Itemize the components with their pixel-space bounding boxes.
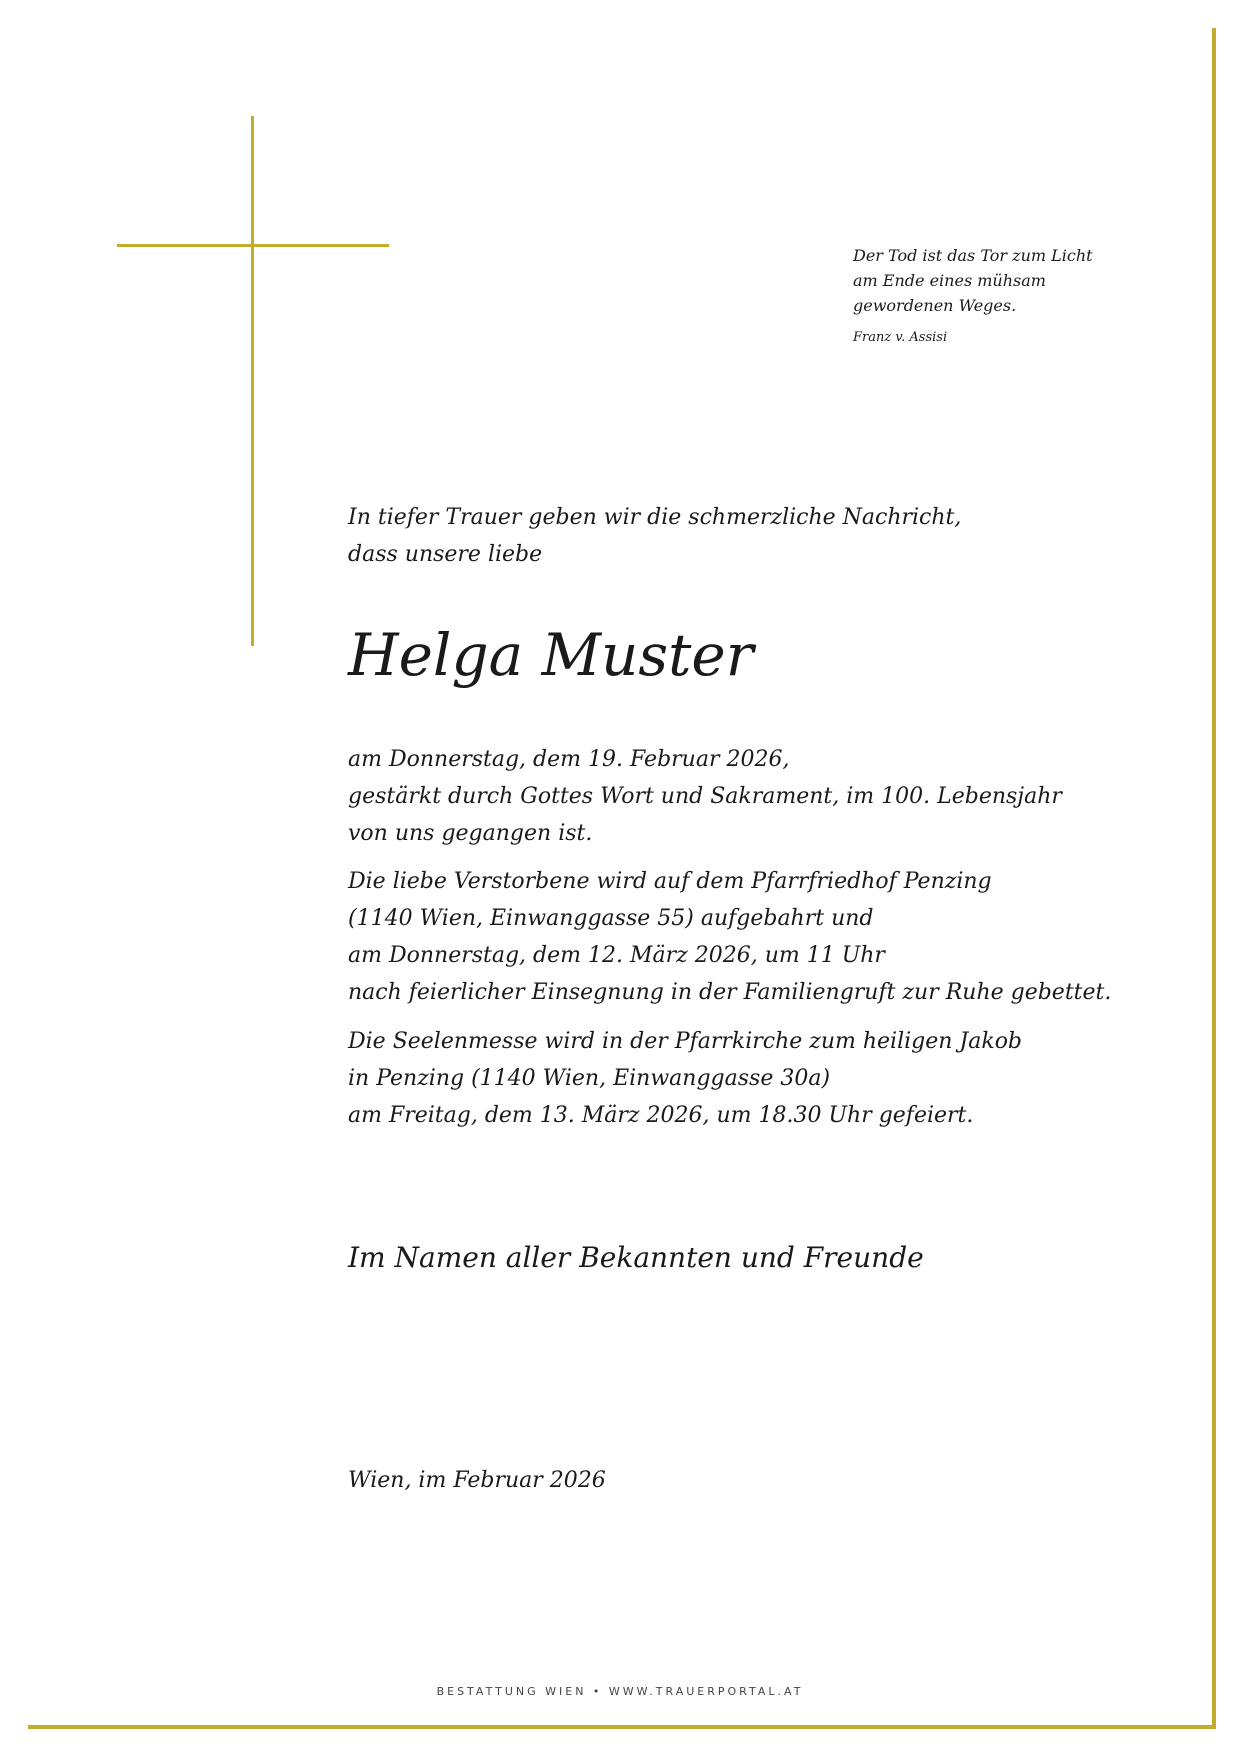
intro-line: dass unsere liebe (348, 542, 543, 567)
paragraph-line: nach feierlicher Einsegnung in der Familiengruft zur Ruhe gebettet. (348, 980, 1112, 1005)
mass-paragraph (348, 1023, 1022, 1134)
quote-line: am Ende eines mühsam (853, 271, 1046, 290)
cross-vertical-beam (251, 116, 254, 646)
page-border-right (1212, 28, 1216, 1729)
funeral-paragraph (348, 863, 1111, 1011)
paragraph-line: in Penzing (1140 Wien, Einwanggasse 30a) (348, 1066, 831, 1091)
place-date: Wien, im Februar 2026 (348, 1468, 606, 1493)
page-border-bottom (28, 1725, 1216, 1729)
paragraph-line: am Donnerstag, dem 12. März 2026, um 11 Uhr (348, 943, 885, 968)
paragraph-line: am Donnerstag, dem 19. Februar 2026, (348, 747, 790, 772)
paragraph-line: Die Seelenmesse wird in der Pfarrkirche zum heiligen Jakob (348, 1029, 1023, 1054)
death-notice-paragraph (348, 741, 1062, 852)
paragraph-line: Die liebe Verstorbene wird auf dem Pfarrfriedhof Penzing (348, 869, 992, 894)
paragraph-line: am Freitag, dem 13. März 2026, um 18.30 Uhr gefeiert. (348, 1103, 974, 1128)
deceased-name: Helga Muster (348, 621, 754, 689)
memorial-quote (853, 243, 1193, 350)
quote-line: Der Tod ist das Tor zum Licht (853, 246, 1093, 265)
quote-line: gewordenen Weges. (853, 296, 1017, 315)
footer-text: BESTATTUNG WIEN • WWW.TRAUERPORTAL.AT (436, 1685, 804, 1698)
quote-author: Franz v. Assisi (853, 330, 948, 345)
paragraph-line: (1140 Wien, Einwanggasse 55) aufgebahrt und (348, 906, 874, 931)
intro-text (348, 499, 961, 573)
paragraph-line: gestärkt durch Gottes Wort und Sakrament, im 100. Lebensjahr (348, 784, 1062, 809)
signature-line: Im Namen aller Bekannten und Freunde (348, 1241, 924, 1274)
paragraph-line: von uns gegangen ist. (348, 821, 593, 846)
intro-line: In tiefer Trauer geben wir die schmerzliche Nachricht, (348, 505, 962, 530)
cross-horizontal-beam (117, 244, 389, 247)
